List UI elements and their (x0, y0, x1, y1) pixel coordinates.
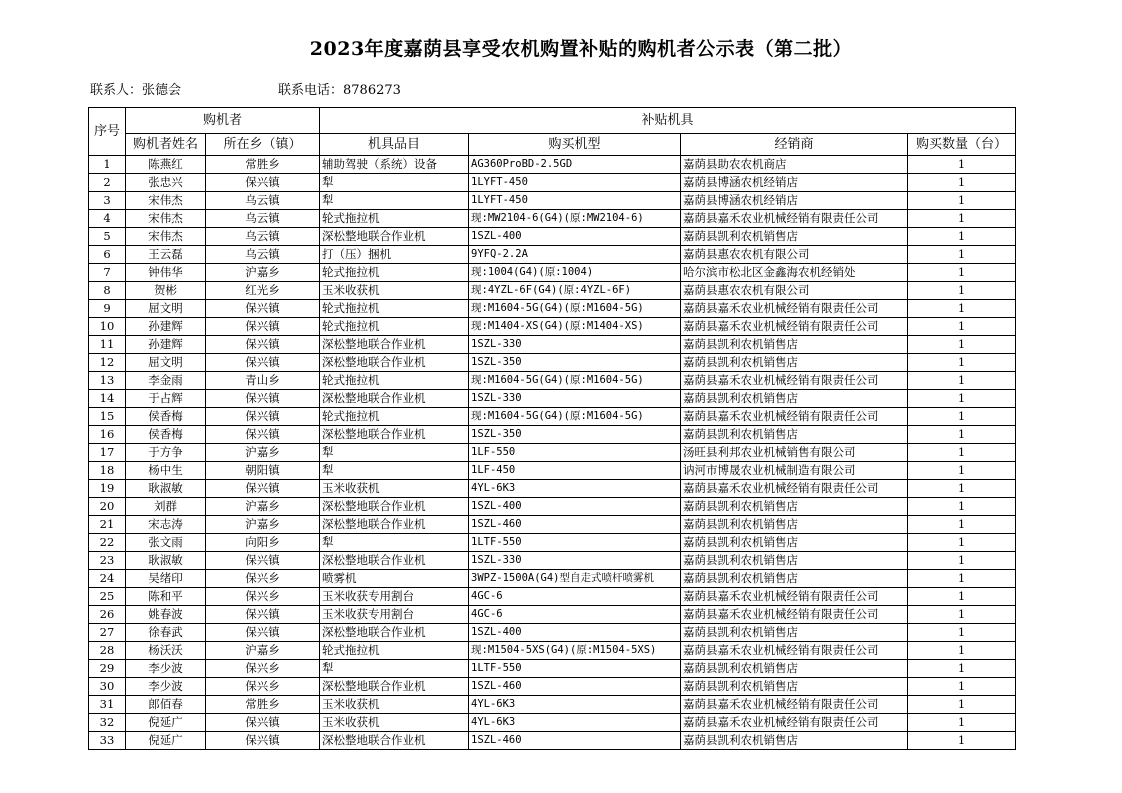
cell-qty: 1 (908, 552, 1016, 570)
cell-town: 保兴乡 (206, 660, 320, 678)
table-row (89, 282, 1016, 300)
cell-category: 犁 (320, 174, 469, 192)
cell-model: 1SZL-460 (469, 732, 681, 750)
cell-dealer: 嘉荫县嘉禾农业机械经销有限责任公司 (681, 606, 908, 624)
cell-name: 刘群 (126, 498, 206, 516)
table-row (89, 192, 1016, 210)
cell-dealer: 嘉荫县凯利农机销售店 (681, 570, 908, 588)
cell-qty: 1 (908, 588, 1016, 606)
cell-qty: 1 (908, 498, 1016, 516)
table-row (89, 246, 1016, 264)
cell-seq: 24 (89, 570, 126, 588)
header-dealer: 经销商 (681, 134, 908, 156)
cell-name: 孙建辉 (126, 336, 206, 354)
cell-name: 李少波 (126, 678, 206, 696)
cell-name: 郎佰春 (126, 696, 206, 714)
cell-seq: 5 (89, 228, 126, 246)
table-row (89, 336, 1016, 354)
cell-seq: 11 (89, 336, 126, 354)
cell-model: 1SZL-460 (469, 678, 681, 696)
header-qty: 购买数量（台） (908, 134, 1016, 156)
cell-seq: 33 (89, 732, 126, 750)
cell-category: 轮式拖拉机 (320, 264, 469, 282)
table-row (89, 462, 1016, 480)
cell-seq: 14 (89, 390, 126, 408)
cell-name: 姚春波 (126, 606, 206, 624)
cell-dealer: 嘉荫县助农农机商店 (681, 156, 908, 174)
cell-category: 犁 (320, 534, 469, 552)
cell-model: 现:M1504-5XS(G4)(原:M1504-5XS) (469, 642, 681, 660)
cell-dealer: 讷河市博晟农业机械制造有限公司 (681, 462, 908, 480)
cell-seq: 10 (89, 318, 126, 336)
cell-town: 向阳乡 (206, 534, 320, 552)
cell-seq: 27 (89, 624, 126, 642)
cell-town: 保兴镇 (206, 408, 320, 426)
cell-seq: 1 (89, 156, 126, 174)
cell-model: AG360ProBD-2.5GD (469, 156, 681, 174)
table-row (89, 444, 1016, 462)
cell-name: 吴绪印 (126, 570, 206, 588)
cell-town: 常胜乡 (206, 696, 320, 714)
cell-category: 深松整地联合作业机 (320, 732, 469, 750)
cell-dealer: 嘉荫县嘉禾农业机械经销有限责任公司 (681, 372, 908, 390)
cell-qty: 1 (908, 516, 1016, 534)
cell-name: 钟伟华 (126, 264, 206, 282)
cell-qty: 1 (908, 462, 1016, 480)
cell-dealer: 嘉荫县博涵农机经销店 (681, 192, 908, 210)
cell-seq: 13 (89, 372, 126, 390)
cell-category: 深松整地联合作业机 (320, 336, 469, 354)
cell-category: 深松整地联合作业机 (320, 624, 469, 642)
cell-category: 轮式拖拉机 (320, 372, 469, 390)
cell-model: 现:M1604-5G(G4)(原:M1604-5G) (469, 372, 681, 390)
cell-name: 于占辉 (126, 390, 206, 408)
cell-model: 4YL-6K3 (469, 696, 681, 714)
cell-model: 现:MW2104-6(G4)(原:MW2104-6) (469, 210, 681, 228)
cell-name: 于方争 (126, 444, 206, 462)
cell-dealer: 嘉荫县惠农农机有限公司 (681, 282, 908, 300)
cell-category: 玉米收获机 (320, 282, 469, 300)
cell-name: 耿淑敏 (126, 480, 206, 498)
cell-town: 保兴镇 (206, 300, 320, 318)
cell-dealer: 嘉荫县嘉禾农业机械经销有限责任公司 (681, 300, 908, 318)
cell-seq: 6 (89, 246, 126, 264)
cell-model: 现:M1404-XS(G4)(原:M1404-XS) (469, 318, 681, 336)
cell-model: 1LTF-550 (469, 534, 681, 552)
cell-dealer: 嘉荫县惠农农机有限公司 (681, 246, 908, 264)
cell-town: 保兴镇 (206, 480, 320, 498)
cell-model: 现:4YZL-6F(G4)(原:4YZL-6F) (469, 282, 681, 300)
cell-town: 保兴镇 (206, 624, 320, 642)
cell-qty: 1 (908, 372, 1016, 390)
cell-town: 沪嘉乡 (206, 516, 320, 534)
cell-dealer: 嘉荫县凯利农机销售店 (681, 498, 908, 516)
cell-name: 宋伟杰 (126, 228, 206, 246)
table-row (89, 318, 1016, 336)
cell-model: 现:M1604-5G(G4)(原:M1604-5G) (469, 300, 681, 318)
cell-model: 1SZL-350 (469, 354, 681, 372)
cell-qty: 1 (908, 264, 1016, 282)
cell-seq: 17 (89, 444, 126, 462)
table-row (89, 642, 1016, 660)
buyer-table (88, 107, 1016, 750)
cell-qty: 1 (908, 426, 1016, 444)
cell-seq: 2 (89, 174, 126, 192)
cell-category: 深松整地联合作业机 (320, 678, 469, 696)
cell-town: 保兴乡 (206, 678, 320, 696)
cell-category: 玉米收获专用割台 (320, 588, 469, 606)
cell-seq: 25 (89, 588, 126, 606)
cell-dealer: 嘉荫县嘉禾农业机械经销有限责任公司 (681, 210, 908, 228)
cell-name: 宋志涛 (126, 516, 206, 534)
cell-model: 1LTF-550 (469, 660, 681, 678)
cell-seq: 12 (89, 354, 126, 372)
cell-name: 孙建辉 (126, 318, 206, 336)
cell-model: 1SZL-350 (469, 426, 681, 444)
cell-qty: 1 (908, 732, 1016, 750)
header-seq: 序号 (89, 108, 126, 156)
table-row (89, 498, 1016, 516)
cell-name: 宋伟杰 (126, 210, 206, 228)
cell-seq: 22 (89, 534, 126, 552)
cell-dealer: 嘉荫县博涵农机经销店 (681, 174, 908, 192)
cell-category: 犁 (320, 192, 469, 210)
cell-model: 1SZL-400 (469, 228, 681, 246)
cell-town: 保兴乡 (206, 588, 320, 606)
cell-qty: 1 (908, 156, 1016, 174)
cell-seq: 15 (89, 408, 126, 426)
cell-town: 沪嘉乡 (206, 264, 320, 282)
cell-name: 陈和平 (126, 588, 206, 606)
cell-town: 乌云镇 (206, 246, 320, 264)
cell-qty: 1 (908, 624, 1016, 642)
cell-dealer: 嘉荫县凯利农机销售店 (681, 534, 908, 552)
table-row (89, 606, 1016, 624)
cell-seq: 32 (89, 714, 126, 732)
cell-category: 深松整地联合作业机 (320, 498, 469, 516)
cell-town: 保兴镇 (206, 552, 320, 570)
cell-town: 朝阳镇 (206, 462, 320, 480)
cell-dealer: 嘉荫县嘉禾农业机械经销有限责任公司 (681, 714, 908, 732)
cell-dealer: 嘉荫县凯利农机销售店 (681, 426, 908, 444)
cell-name: 王云磊 (126, 246, 206, 264)
cell-town: 红光乡 (206, 282, 320, 300)
cell-category: 轮式拖拉机 (320, 408, 469, 426)
cell-name: 倪延广 (126, 732, 206, 750)
cell-category: 轮式拖拉机 (320, 300, 469, 318)
cell-name: 陈燕红 (126, 156, 206, 174)
header-town: 所在乡（镇） (206, 134, 320, 156)
cell-dealer: 嘉荫县嘉禾农业机械经销有限责任公司 (681, 588, 908, 606)
cell-category: 深松整地联合作业机 (320, 390, 469, 408)
cell-dealer: 嘉荫县嘉禾农业机械经销有限责任公司 (681, 480, 908, 498)
cell-name: 侯香梅 (126, 426, 206, 444)
cell-town: 乌云镇 (206, 228, 320, 246)
cell-town: 保兴镇 (206, 390, 320, 408)
table-row (89, 480, 1016, 498)
table-row (89, 534, 1016, 552)
cell-model: 1LF-550 (469, 444, 681, 462)
header-subsidy-group: 补贴机具 (320, 108, 1016, 134)
cell-dealer: 嘉荫县凯利农机销售店 (681, 228, 908, 246)
cell-seq: 7 (89, 264, 126, 282)
cell-category: 轮式拖拉机 (320, 210, 469, 228)
page-title: 2023年度嘉荫县享受农机购置补贴的购机者公示表（第二批） (309, 38, 853, 60)
contact-person: 联系人：张德会 (90, 83, 182, 98)
header-row-columns (89, 134, 1016, 156)
cell-category: 犁 (320, 660, 469, 678)
cell-model: 4YL-6K3 (469, 714, 681, 732)
cell-qty: 1 (908, 480, 1016, 498)
cell-name: 杨沃沃 (126, 642, 206, 660)
table-body (89, 156, 1016, 750)
cell-name: 贺彬 (126, 282, 206, 300)
cell-category: 犁 (320, 444, 469, 462)
table-row (89, 660, 1016, 678)
cell-category: 深松整地联合作业机 (320, 516, 469, 534)
cell-category: 玉米收获机 (320, 714, 469, 732)
cell-category: 打（压）捆机 (320, 246, 469, 264)
cell-dealer: 嘉荫县凯利农机销售店 (681, 354, 908, 372)
cell-seq: 4 (89, 210, 126, 228)
cell-qty: 1 (908, 408, 1016, 426)
cell-qty: 1 (908, 336, 1016, 354)
cell-dealer: 哈尔滨市松北区金鑫海农机经销处 (681, 264, 908, 282)
table-row (89, 264, 1016, 282)
cell-model: 1SZL-330 (469, 552, 681, 570)
cell-model: 现:M1604-5G(G4)(原:M1604-5G) (469, 408, 681, 426)
cell-dealer: 嘉荫县嘉禾农业机械经销有限责任公司 (681, 642, 908, 660)
cell-category: 玉米收获机 (320, 480, 469, 498)
table-row (89, 426, 1016, 444)
cell-qty: 1 (908, 192, 1016, 210)
cell-qty: 1 (908, 174, 1016, 192)
cell-town: 沪嘉乡 (206, 444, 320, 462)
cell-town: 沪嘉乡 (206, 642, 320, 660)
cell-qty: 1 (908, 660, 1016, 678)
cell-model: 9YFQ-2.2A (469, 246, 681, 264)
cell-qty: 1 (908, 534, 1016, 552)
table-row (89, 156, 1016, 174)
cell-town: 乌云镇 (206, 210, 320, 228)
cell-name: 李少波 (126, 660, 206, 678)
cell-seq: 23 (89, 552, 126, 570)
cell-category: 轮式拖拉机 (320, 642, 469, 660)
cell-seq: 9 (89, 300, 126, 318)
table-row (89, 624, 1016, 642)
header-row-group (89, 108, 1016, 134)
table-row (89, 714, 1016, 732)
cell-category: 喷雾机 (320, 570, 469, 588)
cell-name: 杨中生 (126, 462, 206, 480)
table-row (89, 732, 1016, 750)
cell-dealer: 嘉荫县凯利农机销售店 (681, 660, 908, 678)
header-name: 购机者姓名 (126, 134, 206, 156)
cell-name: 张文雨 (126, 534, 206, 552)
cell-town: 保兴镇 (206, 174, 320, 192)
cell-seq: 18 (89, 462, 126, 480)
cell-category: 犁 (320, 462, 469, 480)
cell-model: 1SZL-460 (469, 516, 681, 534)
table-row (89, 354, 1016, 372)
cell-model: 现:1004(G4)(原:1004) (469, 264, 681, 282)
cell-category: 玉米收获机 (320, 696, 469, 714)
cell-seq: 16 (89, 426, 126, 444)
cell-dealer: 嘉荫县凯利农机销售店 (681, 624, 908, 642)
cell-town: 保兴镇 (206, 714, 320, 732)
cell-seq: 28 (89, 642, 126, 660)
cell-dealer: 嘉荫县嘉禾农业机械经销有限责任公司 (681, 696, 908, 714)
cell-qty: 1 (908, 354, 1016, 372)
cell-dealer: 嘉荫县凯利农机销售店 (681, 516, 908, 534)
cell-dealer: 嘉荫县凯利农机销售店 (681, 552, 908, 570)
cell-dealer: 嘉荫县凯利农机销售店 (681, 336, 908, 354)
cell-qty: 1 (908, 318, 1016, 336)
cell-model: 4GC-6 (469, 606, 681, 624)
cell-qty: 1 (908, 228, 1016, 246)
cell-model: 1SZL-400 (469, 624, 681, 642)
table-row (89, 408, 1016, 426)
cell-qty: 1 (908, 300, 1016, 318)
cell-model: 1LF-450 (469, 462, 681, 480)
cell-town: 保兴镇 (206, 336, 320, 354)
cell-seq: 3 (89, 192, 126, 210)
cell-qty: 1 (908, 246, 1016, 264)
cell-name: 屈文明 (126, 354, 206, 372)
cell-seq: 19 (89, 480, 126, 498)
table-row (89, 696, 1016, 714)
cell-model: 3WPZ-1500A(G4)型自走式喷杆喷雾机 (469, 570, 681, 588)
cell-name: 李金雨 (126, 372, 206, 390)
cell-qty: 1 (908, 642, 1016, 660)
cell-model: 1LYFT-450 (469, 192, 681, 210)
cell-qty: 1 (908, 390, 1016, 408)
cell-model: 1SZL-330 (469, 336, 681, 354)
cell-seq: 31 (89, 696, 126, 714)
cell-name: 张忠兴 (126, 174, 206, 192)
contact-phone: 联系电话：8786273 (278, 83, 401, 98)
cell-category: 深松整地联合作业机 (320, 426, 469, 444)
cell-town: 保兴镇 (206, 732, 320, 750)
cell-dealer: 嘉荫县凯利农机销售店 (681, 732, 908, 750)
cell-qty: 1 (908, 714, 1016, 732)
table-row (89, 516, 1016, 534)
cell-dealer: 嘉荫县凯利农机销售店 (681, 678, 908, 696)
table-row (89, 372, 1016, 390)
cell-model: 1SZL-400 (469, 498, 681, 516)
cell-qty: 1 (908, 210, 1016, 228)
table-row (89, 300, 1016, 318)
cell-model: 1LYFT-450 (469, 174, 681, 192)
cell-category: 玉米收获专用割台 (320, 606, 469, 624)
cell-seq: 20 (89, 498, 126, 516)
header-model: 购买机型 (469, 134, 681, 156)
cell-town: 保兴镇 (206, 426, 320, 444)
cell-dealer: 嘉荫县嘉禾农业机械经销有限责任公司 (681, 318, 908, 336)
cell-town: 青山乡 (206, 372, 320, 390)
cell-category: 辅助驾驶（系统）设备 (320, 156, 469, 174)
cell-town: 乌云镇 (206, 192, 320, 210)
table-row (89, 570, 1016, 588)
cell-name: 徐春武 (126, 624, 206, 642)
table-row (89, 174, 1016, 192)
cell-seq: 30 (89, 678, 126, 696)
cell-qty: 1 (908, 282, 1016, 300)
cell-town: 保兴镇 (206, 318, 320, 336)
cell-qty: 1 (908, 606, 1016, 624)
cell-town: 沪嘉乡 (206, 498, 320, 516)
table-row (89, 210, 1016, 228)
cell-dealer: 嘉荫县嘉禾农业机械经销有限责任公司 (681, 408, 908, 426)
cell-name: 屈文明 (126, 300, 206, 318)
cell-seq: 8 (89, 282, 126, 300)
table-row (89, 228, 1016, 246)
cell-dealer: 汤旺县利邦农业机械销售有限公司 (681, 444, 908, 462)
cell-qty: 1 (908, 696, 1016, 714)
table-row (89, 390, 1016, 408)
cell-category: 深松整地联合作业机 (320, 354, 469, 372)
cell-name: 宋伟杰 (126, 192, 206, 210)
table-row (89, 678, 1016, 696)
cell-name: 倪延广 (126, 714, 206, 732)
cell-town: 保兴镇 (206, 354, 320, 372)
cell-name: 耿淑敏 (126, 552, 206, 570)
header-buyer-group: 购机者 (126, 108, 320, 134)
cell-town: 保兴镇 (206, 606, 320, 624)
cell-model: 4YL-6K3 (469, 480, 681, 498)
cell-model: 4GC-6 (469, 588, 681, 606)
cell-category: 深松整地联合作业机 (320, 228, 469, 246)
cell-category: 轮式拖拉机 (320, 318, 469, 336)
table-row (89, 552, 1016, 570)
cell-model: 1SZL-330 (469, 390, 681, 408)
cell-qty: 1 (908, 678, 1016, 696)
cell-category: 深松整地联合作业机 (320, 552, 469, 570)
cell-town: 保兴乡 (206, 570, 320, 588)
cell-seq: 29 (89, 660, 126, 678)
table-row (89, 588, 1016, 606)
cell-town: 常胜乡 (206, 156, 320, 174)
cell-dealer: 嘉荫县凯利农机销售店 (681, 390, 908, 408)
cell-qty: 1 (908, 570, 1016, 588)
cell-seq: 26 (89, 606, 126, 624)
cell-seq: 21 (89, 516, 126, 534)
cell-name: 侯香梅 (126, 408, 206, 426)
cell-qty: 1 (908, 444, 1016, 462)
header-category: 机具品目 (320, 134, 469, 156)
